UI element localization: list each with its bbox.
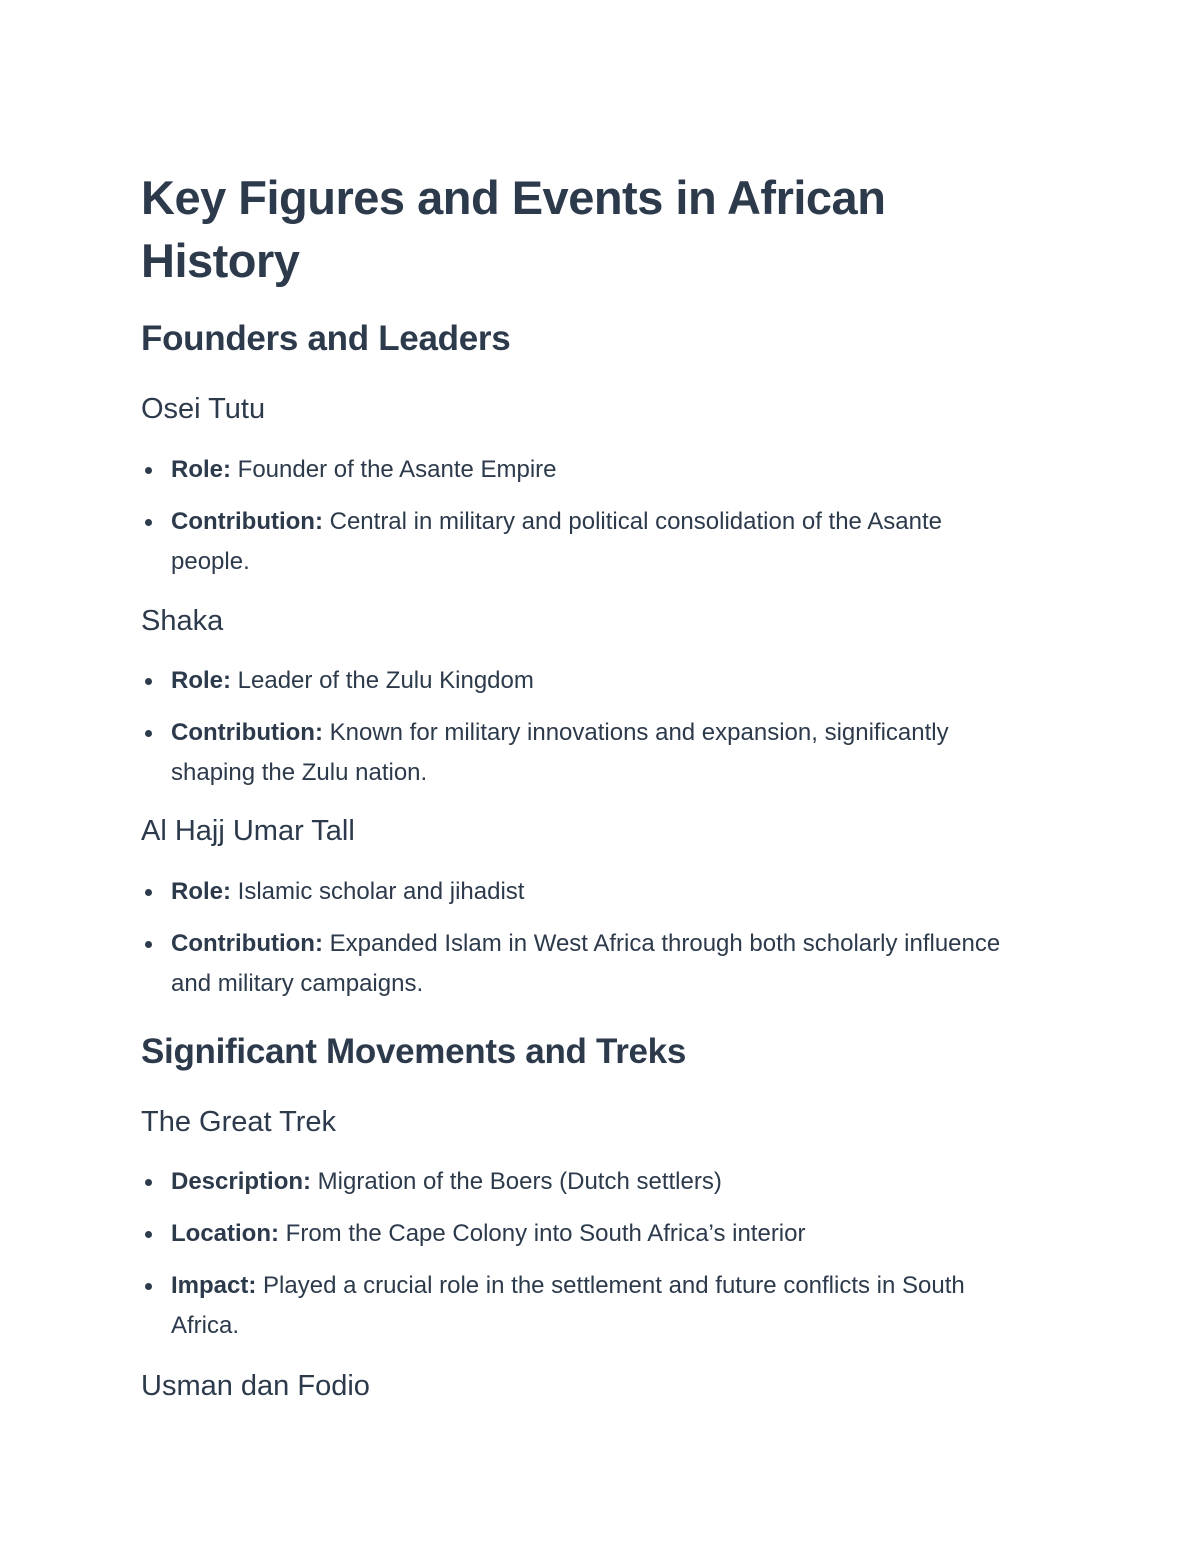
item-label: Role: xyxy=(171,456,231,483)
entry-heading-great-trek: The Great Trek xyxy=(141,1106,337,1138)
item-text: Known for military innovations and expansion, significantly shaping the Zulu nation. xyxy=(171,719,949,786)
item-label: Contribution: xyxy=(171,508,323,535)
list-item xyxy=(141,661,1021,701)
item-label: Contribution: xyxy=(171,719,323,746)
section-heading-movements: Significant Movements and Treks xyxy=(141,1032,687,1071)
page-title: Key Figures and Events in African History xyxy=(141,171,886,287)
list-item xyxy=(141,450,1021,490)
item-label: Description: xyxy=(171,1168,312,1195)
list-item xyxy=(141,1162,1021,1202)
item-text: Central in military and political consolidation of the Asante people. xyxy=(171,508,942,575)
list-item xyxy=(141,1214,1021,1254)
list-item xyxy=(141,502,1021,582)
item-text: Played a crucial role in the settlement and future conflicts in South Africa. xyxy=(171,1272,965,1339)
entry-list-umar-tall xyxy=(141,872,1021,1016)
item-text: Leader of the Zulu Kingdom xyxy=(231,667,534,694)
entry-heading-umar-tall: Al Hajj Umar Tall xyxy=(141,815,355,847)
entry-list-shaka xyxy=(141,661,1021,805)
item-label: Location: xyxy=(171,1220,279,1247)
item-text: Migration of the Boers (Dutch settlers) xyxy=(311,1168,722,1195)
item-text: Expanded Islam in West Africa through both scholarly influence and military campaigns. xyxy=(171,930,1001,997)
entry-heading-shaka: Shaka xyxy=(141,605,224,637)
item-label: Role: xyxy=(171,667,231,694)
item-text: Founder of the Asante Empire xyxy=(231,456,557,483)
item-label: Impact: xyxy=(171,1272,257,1299)
item-label: Contribution: xyxy=(171,930,323,957)
list-item xyxy=(141,924,1021,1004)
item-label: Role: xyxy=(171,878,231,905)
list-item xyxy=(141,713,1021,793)
entry-list-great-trek xyxy=(141,1162,1021,1358)
item-text: From the Cape Colony into South Africa’s interior xyxy=(279,1220,806,1247)
entry-list-osei-tutu xyxy=(141,450,1021,594)
entry-heading-usman-dan-fodio: Usman dan Fodio xyxy=(141,1370,370,1402)
section-heading-founders: Founders and Leaders xyxy=(141,319,511,358)
entry-heading-osei-tutu: Osei Tutu xyxy=(141,393,266,425)
list-item xyxy=(141,1266,1021,1346)
item-text: Islamic scholar and jihadist xyxy=(231,878,525,905)
list-item xyxy=(141,872,1021,912)
